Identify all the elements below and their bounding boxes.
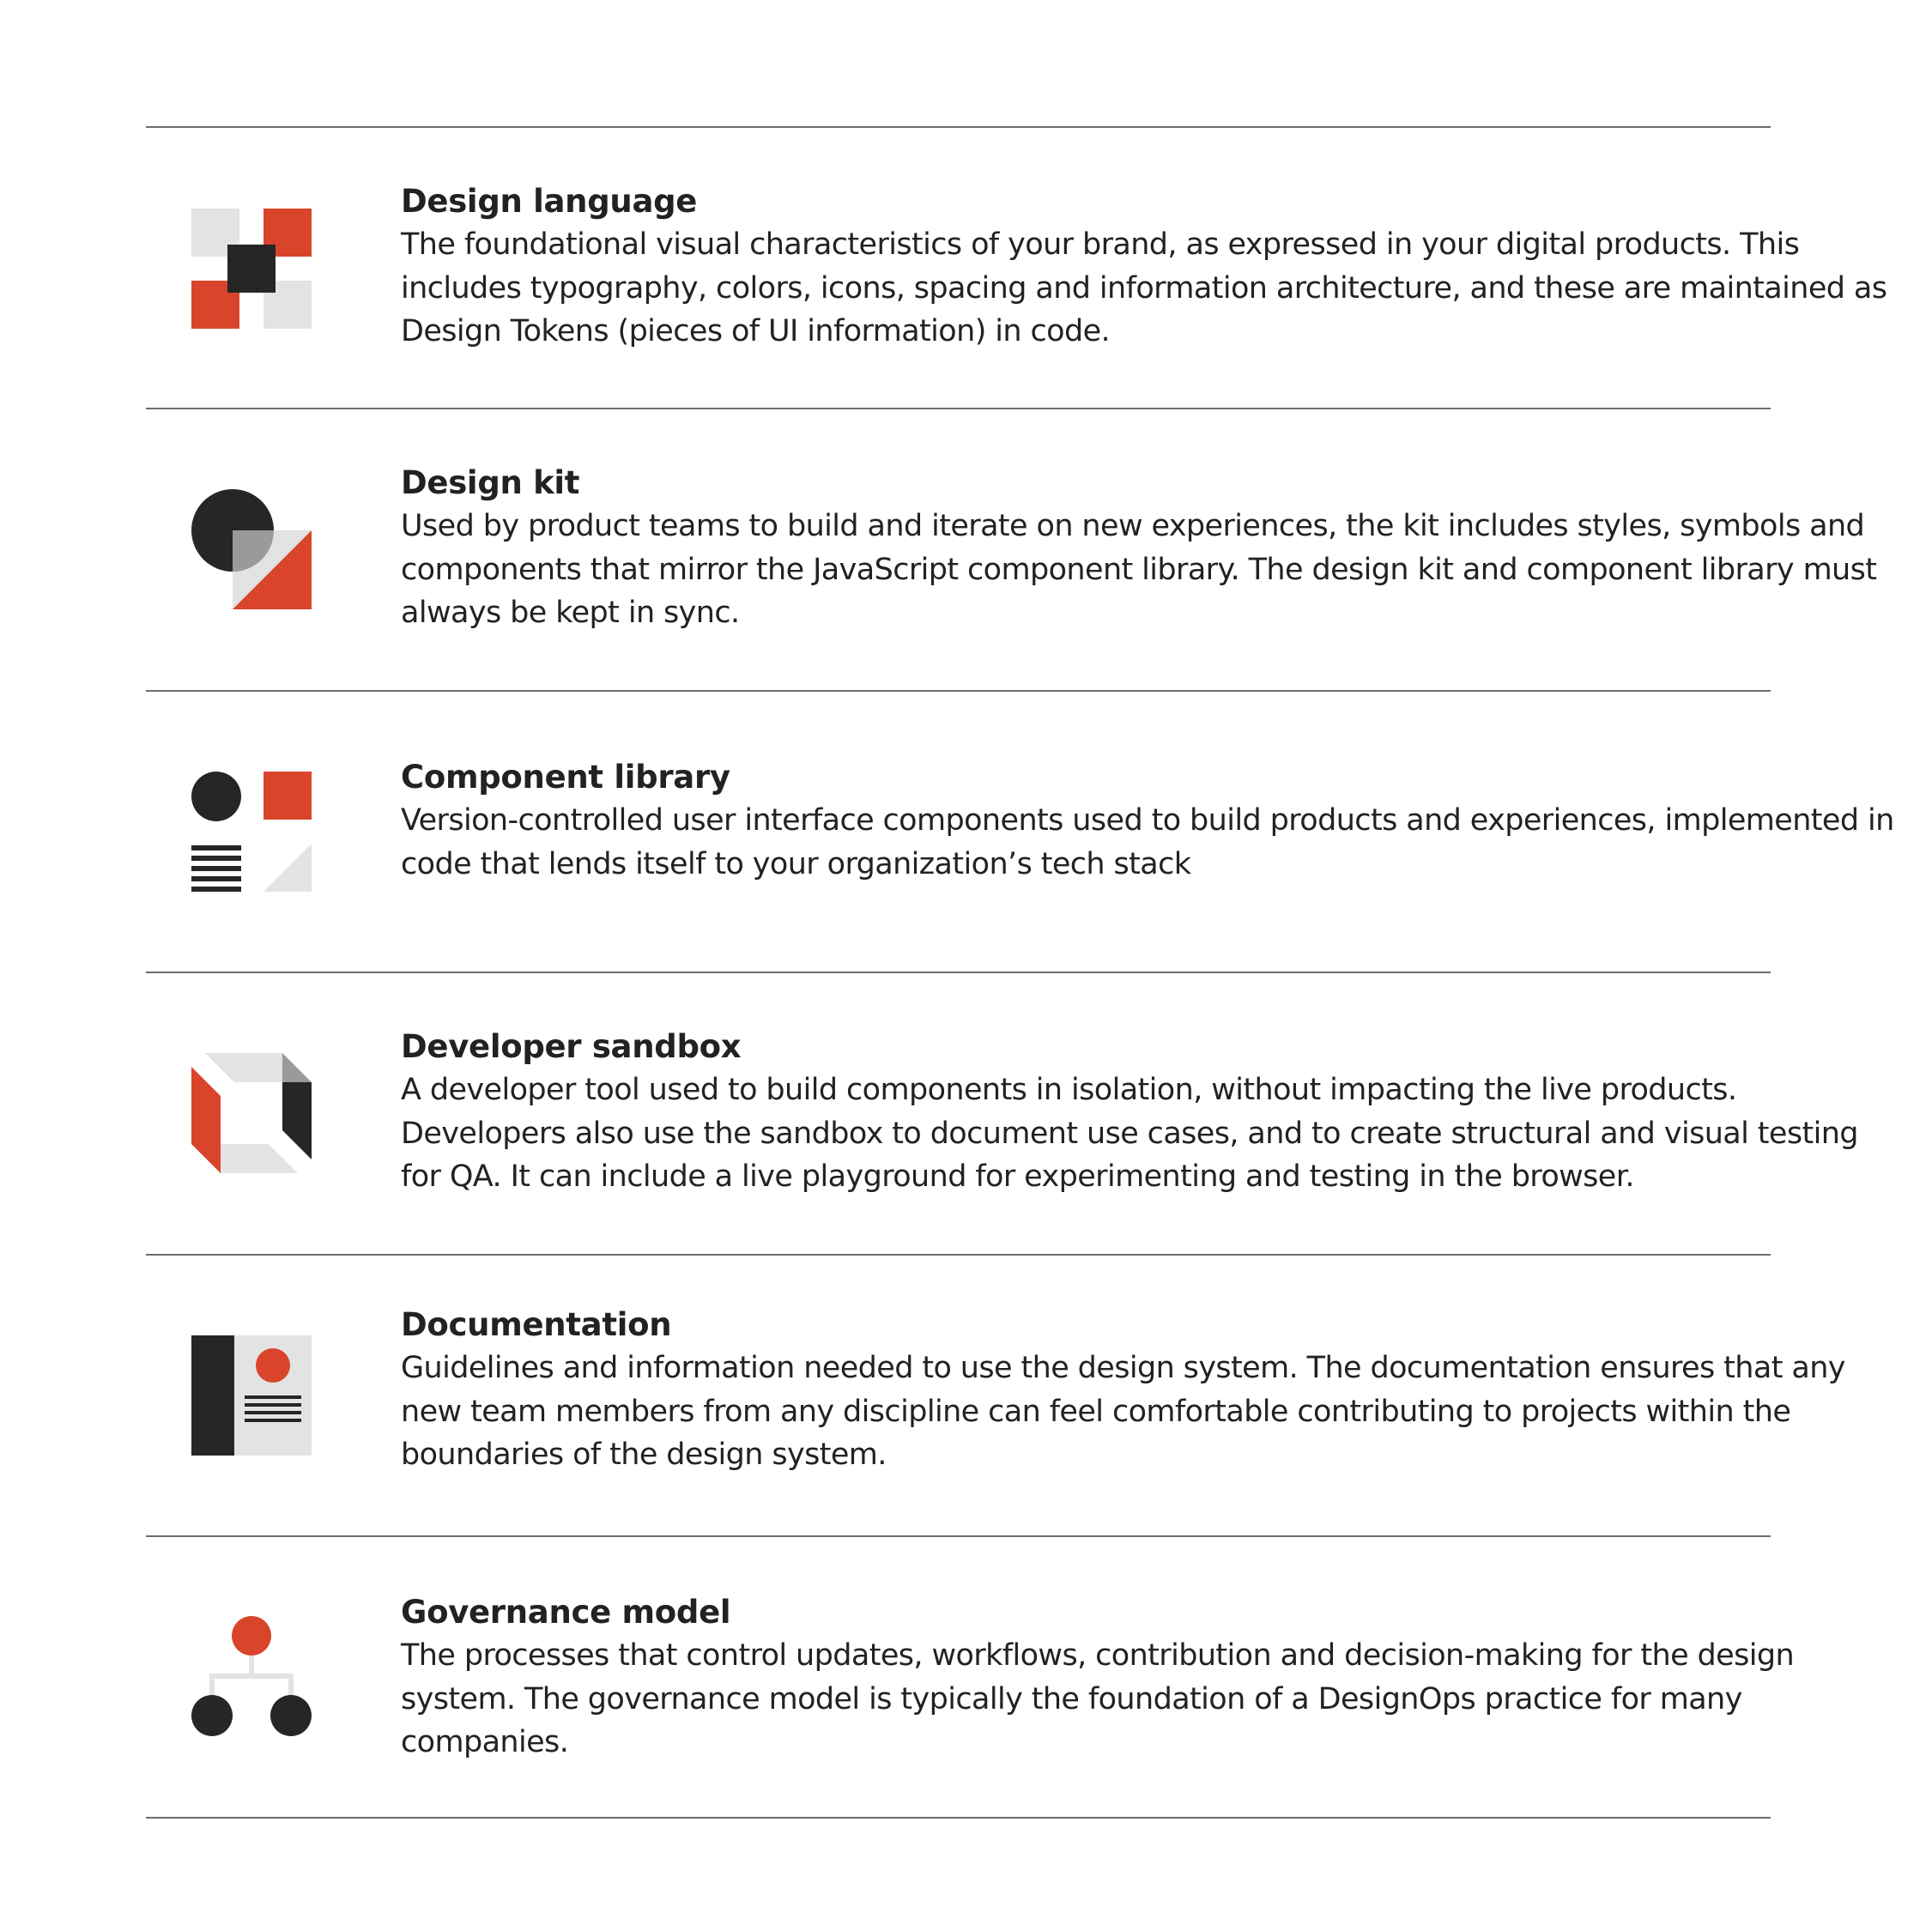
item-developer-sandbox xyxy=(401,1026,1894,1199)
divider xyxy=(146,1254,1771,1256)
item-title: Developer sandbox xyxy=(401,1028,742,1065)
divider xyxy=(146,126,1771,128)
governance-model-icon xyxy=(191,1616,312,1736)
divider xyxy=(146,690,1771,692)
component-library-icon xyxy=(191,772,312,892)
item-design-language xyxy=(401,180,1894,354)
item-description: Guidelines and information needed to use the design system. The documentation ensures that any new team members from any discipline can feel comfortable contributing to projects within the boundaries of the design system. xyxy=(401,1351,1845,1472)
item-governance-model xyxy=(401,1591,1894,1765)
divider xyxy=(146,1817,1771,1819)
item-description: A developer tool used to build components in isolation, without impacting the live products. Developers also use the sandbox to document use cases, and to create structural and visual testing for QA. It can include a live playground for experimenting and testing in the browser. xyxy=(401,1073,1858,1194)
item-description: The foundational visual characteristics of your brand, as expressed in your digital products. This includes typography, colors, icons, spacing and information architecture, and these are maintained as Design Tokens (pieces of UI information) in code. xyxy=(401,227,1887,348)
developer-sandbox-icon xyxy=(191,1053,312,1173)
item-description: Used by product teams to build and iterate on new experiences, the kit includes styles, symbols and components that mirror the JavaScript component library. The design kit and component library must always be kept in sync. xyxy=(401,509,1877,630)
design-kit-icon xyxy=(191,489,312,609)
item-description: The processes that control updates, workflows, contribution and decision-making for the design system. The governance model is typically the foundation of a DesignOps practice for many companies. xyxy=(401,1638,1795,1759)
divider xyxy=(146,972,1771,973)
item-title: Design language xyxy=(401,183,698,220)
item-documentation xyxy=(401,1304,1894,1477)
item-title: Governance model xyxy=(401,1594,731,1631)
item-component-library xyxy=(401,756,1894,886)
documentation-icon xyxy=(191,1335,312,1456)
divider xyxy=(146,408,1771,409)
design-language-icon xyxy=(191,209,312,329)
item-title: Component library xyxy=(401,759,730,796)
item-description: Version-controlled user interface components used to build products and experiences, implemented in code that lends itself to your organization’s tech stack xyxy=(401,803,1894,881)
item-design-kit xyxy=(401,462,1894,635)
divider xyxy=(146,1535,1771,1537)
item-title: Documentation xyxy=(401,1306,672,1343)
item-title: Design kit xyxy=(401,464,580,501)
